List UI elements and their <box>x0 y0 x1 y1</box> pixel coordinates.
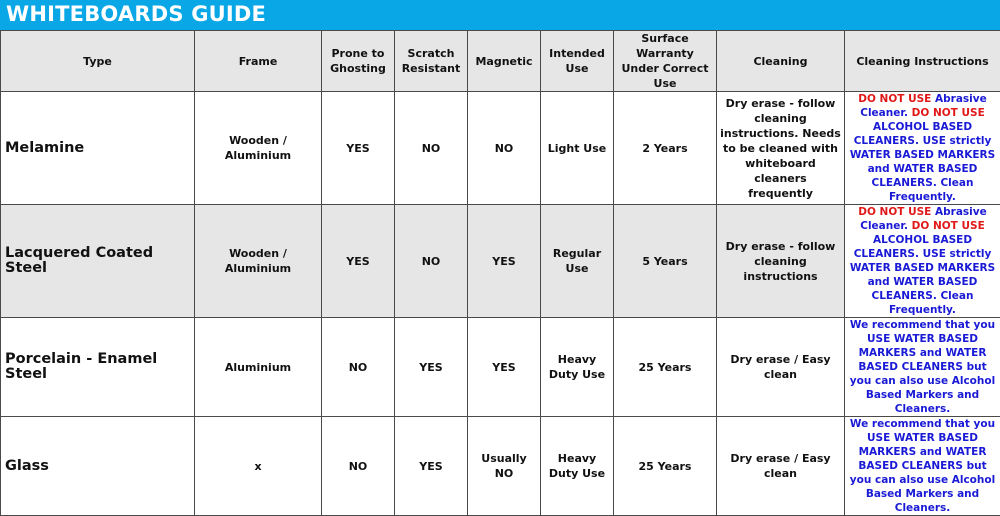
header-ghosting-line1: Prone to <box>332 47 385 60</box>
header-ghosting-line2: Ghosting <box>330 62 386 75</box>
cell-type: Lacquered Coated Steel <box>1 205 195 318</box>
cell-instructions <box>845 205 1000 318</box>
header-scratch-line1: Scratch <box>408 47 455 60</box>
header-instructions: Cleaning Instructions <box>845 31 1000 92</box>
cell-warranty: 2 Years <box>614 92 717 205</box>
cell-warranty: 5 Years <box>614 205 717 318</box>
table-row <box>1 318 1000 417</box>
cell-cleaning: Dry erase / Easy clean <box>717 417 845 516</box>
cell-magnetic: Usually NO <box>468 417 541 516</box>
cell-type: Melamine <box>1 92 195 205</box>
cell-scratch: YES <box>395 417 468 516</box>
instruction-text: ALCOHOL BASED CLEANERS. USE strictly WATER BASED MARKERS and WATER BASED CLEANERS. Clean Frequently. <box>850 234 995 316</box>
cell-ghosting: NO <box>322 417 395 516</box>
cell-ghosting: YES <box>322 205 395 318</box>
cell-warranty: 25 Years <box>614 417 717 516</box>
table-row <box>1 205 1000 318</box>
table-row <box>1 417 1000 516</box>
cell-magnetic: YES <box>468 205 541 318</box>
cell-cleaning: Dry erase - follow cleaning instructions <box>717 205 845 318</box>
header-frame: Frame <box>195 31 322 92</box>
cell-type: Porcelain - Enamel Steel <box>1 318 195 417</box>
table-row <box>1 92 1000 205</box>
cell-frame: x <box>195 417 322 516</box>
warning-text: DO NOT USE <box>912 107 985 119</box>
cell-use: Regular Use <box>541 205 614 318</box>
warning-text: DO NOT USE <box>858 206 931 218</box>
header-cleaning: Cleaning <box>717 31 845 92</box>
header-scratch <box>395 31 468 92</box>
cell-cleaning: Dry erase / Easy clean <box>717 318 845 417</box>
header-warranty-line2: Under Correct Use <box>621 62 708 90</box>
header-warranty-line1: Surface Warranty <box>636 32 694 60</box>
instruction-text: Abrasive Cleaner. <box>860 206 987 232</box>
cell-ghosting: YES <box>322 92 395 205</box>
cell-frame: Aluminium <box>195 318 322 417</box>
warning-text: DO NOT USE <box>858 93 931 105</box>
cell-frame: Wooden / Aluminium <box>195 92 322 205</box>
header-warranty <box>614 31 717 92</box>
cell-magnetic: YES <box>468 318 541 417</box>
cell-frame: Wooden / Aluminium <box>195 205 322 318</box>
cell-type: Glass <box>1 417 195 516</box>
title-banner <box>0 0 1000 31</box>
header-scratch-line2: Resistant <box>402 62 461 75</box>
page-title: WHITEBOARDS GUIDE <box>6 2 266 26</box>
cell-instructions <box>845 92 1000 205</box>
instruction-text: Abrasive Cleaner. <box>860 93 987 119</box>
cell-instructions: We recommend that you USE WATER BASED MARKERS and WATER BASED CLEANERS but you can also use Alcohol Based Markers and Cleaners. <box>845 318 1000 417</box>
cell-scratch: NO <box>395 92 468 205</box>
cell-scratch: NO <box>395 205 468 318</box>
cell-cleaning: Dry erase - follow cleaning instructions. Needs to be cleaned with whiteboard cleaners frequently <box>717 92 845 205</box>
cell-magnetic: NO <box>468 92 541 205</box>
cell-use: Heavy Duty Use <box>541 417 614 516</box>
cell-use: Heavy Duty Use <box>541 318 614 417</box>
cell-scratch: YES <box>395 318 468 417</box>
instruction-text: ALCOHOL BASED CLEANERS. USE strictly WATER BASED MARKERS and WATER BASED CLEANERS. Clean Frequently. <box>850 121 995 203</box>
header-intended-use: Intended Use <box>541 31 614 92</box>
header-ghosting <box>322 31 395 92</box>
cell-use: Light Use <box>541 92 614 205</box>
header-row <box>1 31 1000 92</box>
whiteboards-table <box>0 30 1000 516</box>
header-type: Type <box>1 31 195 92</box>
warning-text: DO NOT USE <box>912 220 985 232</box>
cell-instructions: We recommend that you USE WATER BASED MARKERS and WATER BASED CLEANERS but you can also use Alcohol Based Markers and Cleaners. <box>845 417 1000 516</box>
cell-ghosting: NO <box>322 318 395 417</box>
header-magnetic: Magnetic <box>468 31 541 92</box>
cell-warranty: 25 Years <box>614 318 717 417</box>
